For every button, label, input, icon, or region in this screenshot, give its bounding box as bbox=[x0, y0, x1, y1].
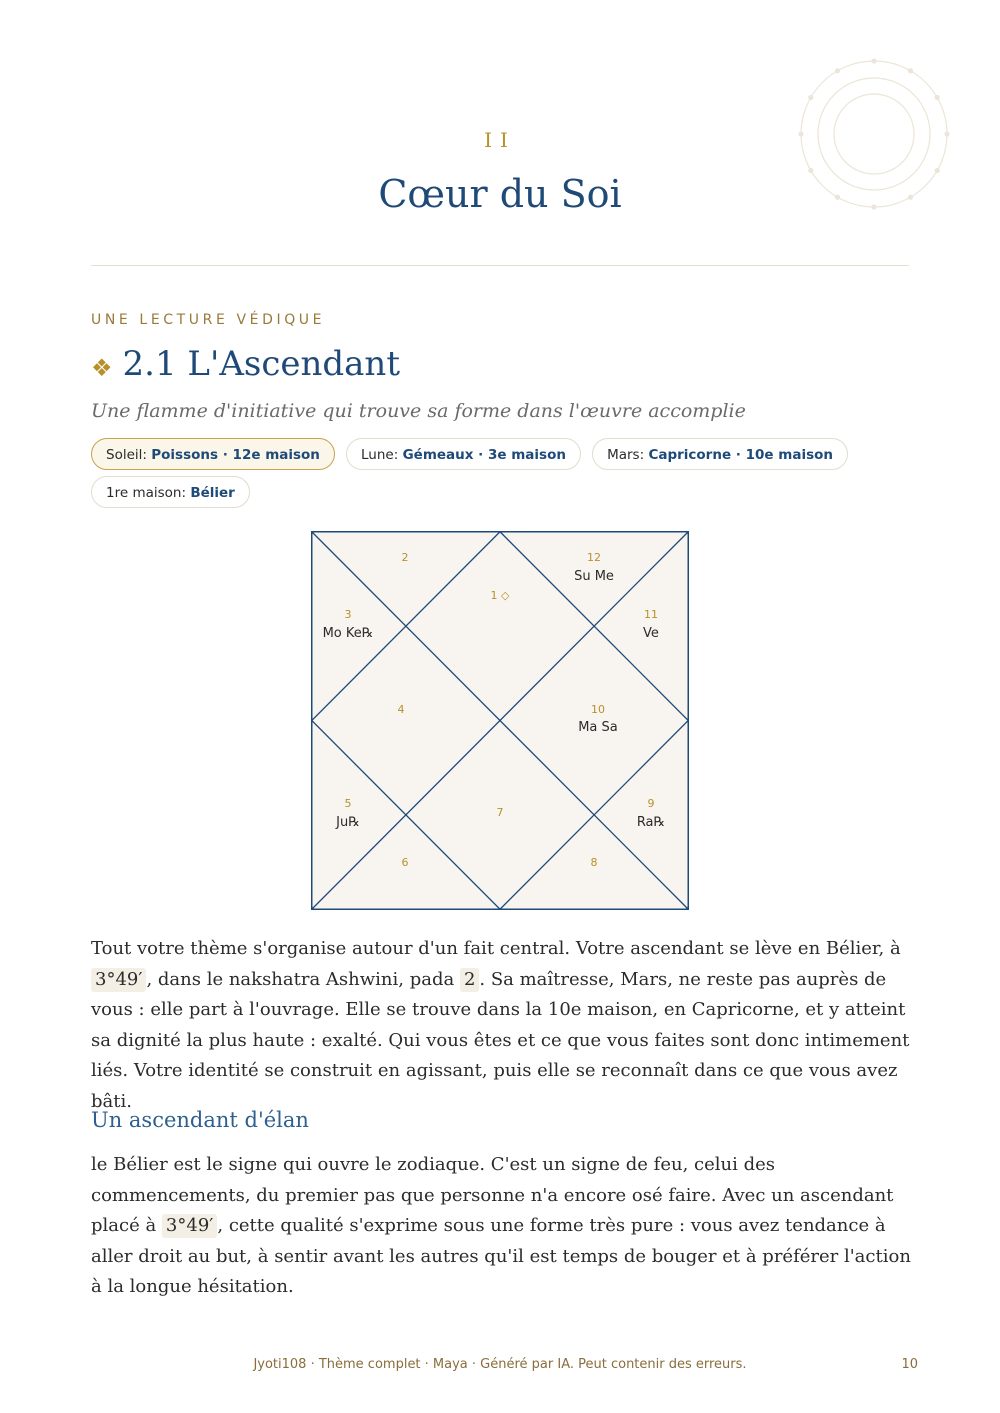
house-6-number: 6 bbox=[401, 856, 409, 869]
chapter-title: Cœur du Soi bbox=[378, 172, 622, 216]
section-kicker: UNE LECTURE VÉDIQUE bbox=[91, 312, 326, 328]
house-2-number: 2 bbox=[401, 551, 409, 564]
house-10-number: 10 bbox=[591, 703, 605, 716]
chapter-number: II bbox=[484, 128, 516, 152]
house-7-number: 7 bbox=[496, 806, 504, 819]
house-3-number: 3 bbox=[344, 608, 352, 621]
degree-tag: 3°49′ bbox=[91, 968, 146, 992]
house-11-number: 11 bbox=[644, 608, 658, 621]
ornament-dot bbox=[835, 68, 840, 73]
house-9-number: 9 bbox=[647, 797, 655, 810]
chip-premiere-maison: 1re maison: Bélier bbox=[91, 476, 250, 508]
page-number: 10 bbox=[901, 1357, 918, 1372]
divider bbox=[91, 265, 909, 266]
ornament-dot bbox=[908, 68, 913, 73]
house-11-planets: Ve bbox=[643, 626, 659, 641]
house-5-number: 5 bbox=[344, 797, 352, 810]
chip-mars: Mars: Capricorne · 10e maison bbox=[592, 438, 848, 470]
house-12-number: 12 bbox=[587, 551, 601, 564]
ornament-dot bbox=[808, 95, 813, 100]
pada-tag: 2 bbox=[460, 968, 479, 992]
house-5-planets: Ju℞ bbox=[336, 815, 360, 830]
placement-chips bbox=[91, 438, 921, 514]
section-subtitle: Une flamme d'initiative qui trouve sa forme dans l'œuvre accomplie bbox=[91, 400, 746, 422]
paragraph-ascendant-intro: Tout votre thème s'organise autour d'un fait central. Votre ascendant se lève en Bélier, à 3°49′ , dans le nakshatra Ashwini, pada 2 . Sa maîtresse, Mars, ne reste pas auprès de vous : elle part à l'ouvrage. Elle se trouve dans la 10e maison, en Capricorne, et y atteint sa dignité la plus haute : exalté. Qui vous êtes et ce que vous faites sont donc intimement liés. Votre identité se construit en agissant, puis elle se reconnaît dans ce que vous avez bâti. bbox=[91, 938, 910, 1112]
diamond-icon: ❖ bbox=[91, 354, 113, 382]
subheading-ascendant-elan: Un ascendant d'élan bbox=[91, 1108, 309, 1132]
house-9-planets: Ra℞ bbox=[636, 815, 666, 830]
footer-text: Jyoti108 · Thème complet · Maya · Généré par IA. Peut contenir des erreurs. bbox=[253, 1357, 747, 1372]
chip-soleil: Soleil: Poissons · 12e maison bbox=[91, 438, 335, 470]
house-3-planets: Mo Ke℞ bbox=[322, 626, 374, 641]
chip-lune: Lune: Gémeaux · 3e maison bbox=[346, 438, 581, 470]
ornament-dot bbox=[871, 58, 876, 63]
house-12-planets: Su Me bbox=[574, 569, 614, 584]
paragraph-belier: le Bélier est le signe qui ouvre le zodiaque. C'est un signe de feu, celui des commencements, du premier pas que personne n'a encore osé faire. Avec un ascendant placé à 3°49′ , cette qualité s'exprime sous une forme très pure : vous avez tendance à aller droit au but, à sentir avant les autres qu'il est temps de bouger et à préférer l'action à la longue hésitation. bbox=[91, 1154, 911, 1297]
ornament-dot bbox=[935, 95, 940, 100]
house-8-number: 8 bbox=[590, 856, 598, 869]
section-title: 2.1 L'Ascendant bbox=[122, 344, 400, 384]
house-4-number: 4 bbox=[397, 703, 405, 716]
house-10-planets: Ma Sa bbox=[578, 720, 618, 735]
north-indian-birth-chart bbox=[311, 531, 689, 910]
section-heading bbox=[91, 344, 400, 384]
degree-tag: 3°49′ bbox=[162, 1214, 217, 1238]
house-1-number: 1 ◇ bbox=[490, 589, 510, 602]
